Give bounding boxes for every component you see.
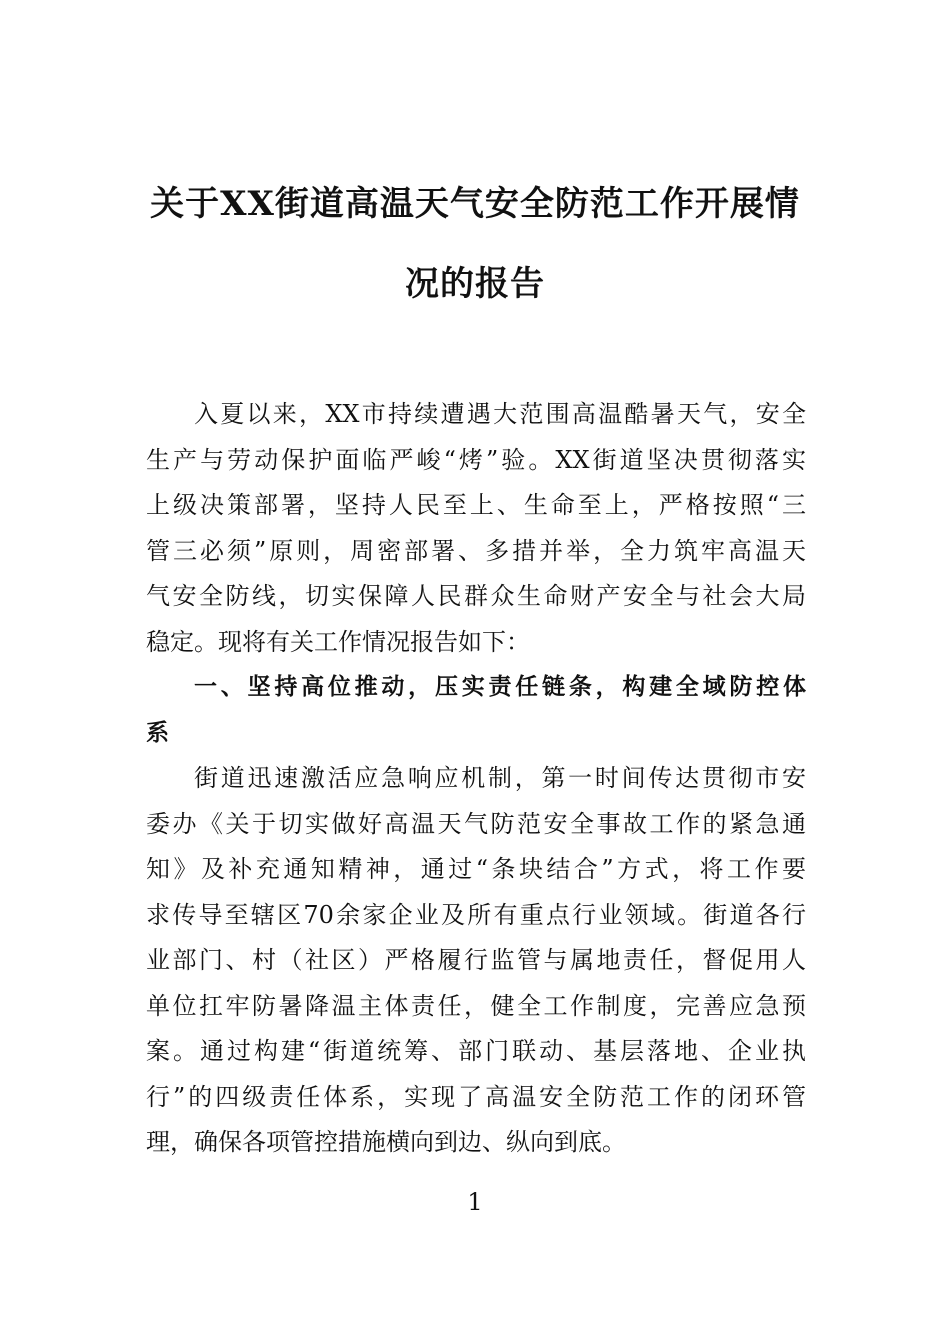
heading-line: 系 [146, 719, 169, 746]
paragraph-line: 求传导至辖区70余家企业及所有重点行业领域。街道各行 [146, 900, 806, 929]
paragraph-line: 委办《关于切实做好高温天气防范安全事故工作的紧急通 [146, 809, 806, 838]
section-paragraph [146, 756, 806, 1166]
paragraph-line: 理，确保各项管控措施横向到边、纵向到底。 [146, 1128, 626, 1156]
paragraph-line: 入夏以来，XX市持续遭遇大范围高温酷暑天气，安全 [194, 400, 806, 428]
document-body [146, 392, 806, 1166]
paragraph-line: 知》及补充通知精神，通过“条块结合”方式，将工作要 [146, 855, 806, 883]
paragraph-line: 气安全防线，切实保障人民群众生命财产安全与社会大局 [146, 582, 806, 610]
paragraph-line: 行”的四级责任体系，实现了高温安全防范工作的闭环管 [146, 1082, 806, 1111]
heading-line: 一、坚持高位推动，压实责任链条，构建全域防控体 [194, 674, 806, 700]
paragraph-line: 街道迅速激活应急响应机制，第一时间传达贯彻市安 [194, 764, 806, 792]
paragraph-line: 案。通过构建“街道统筹、部门联动、基层落地、企业执 [146, 1037, 806, 1065]
intro-paragraph [146, 392, 806, 665]
paragraph-line: 单位扛牢防暑降温主体责任，健全工作制度，完善应急预 [146, 991, 806, 1020]
paragraph-line: 业部门、村（社区）严格履行监管与属地责任，督促用人 [146, 946, 806, 974]
page-number: 1 [467, 1188, 483, 1216]
document-title [140, 164, 810, 324]
paragraph-line: 稳定。现将有关工作情况报告如下： [146, 627, 530, 656]
title-line: 况的报告 [405, 264, 545, 304]
title-line: 关于XX街道高温天气安全防范工作开展情 [150, 184, 800, 224]
paragraph-line: 上级决策部署，坚持人民至上、生命至上，严格按照“三 [146, 491, 806, 519]
paragraph-line: 管三必须”原则，周密部署、多措并举，全力筑牢高温天 [146, 536, 806, 565]
paragraph-line: 生产与劳动保护面临严峻“烤”验。XX街道坚决贯彻落实 [146, 445, 806, 474]
section-heading [146, 665, 806, 756]
